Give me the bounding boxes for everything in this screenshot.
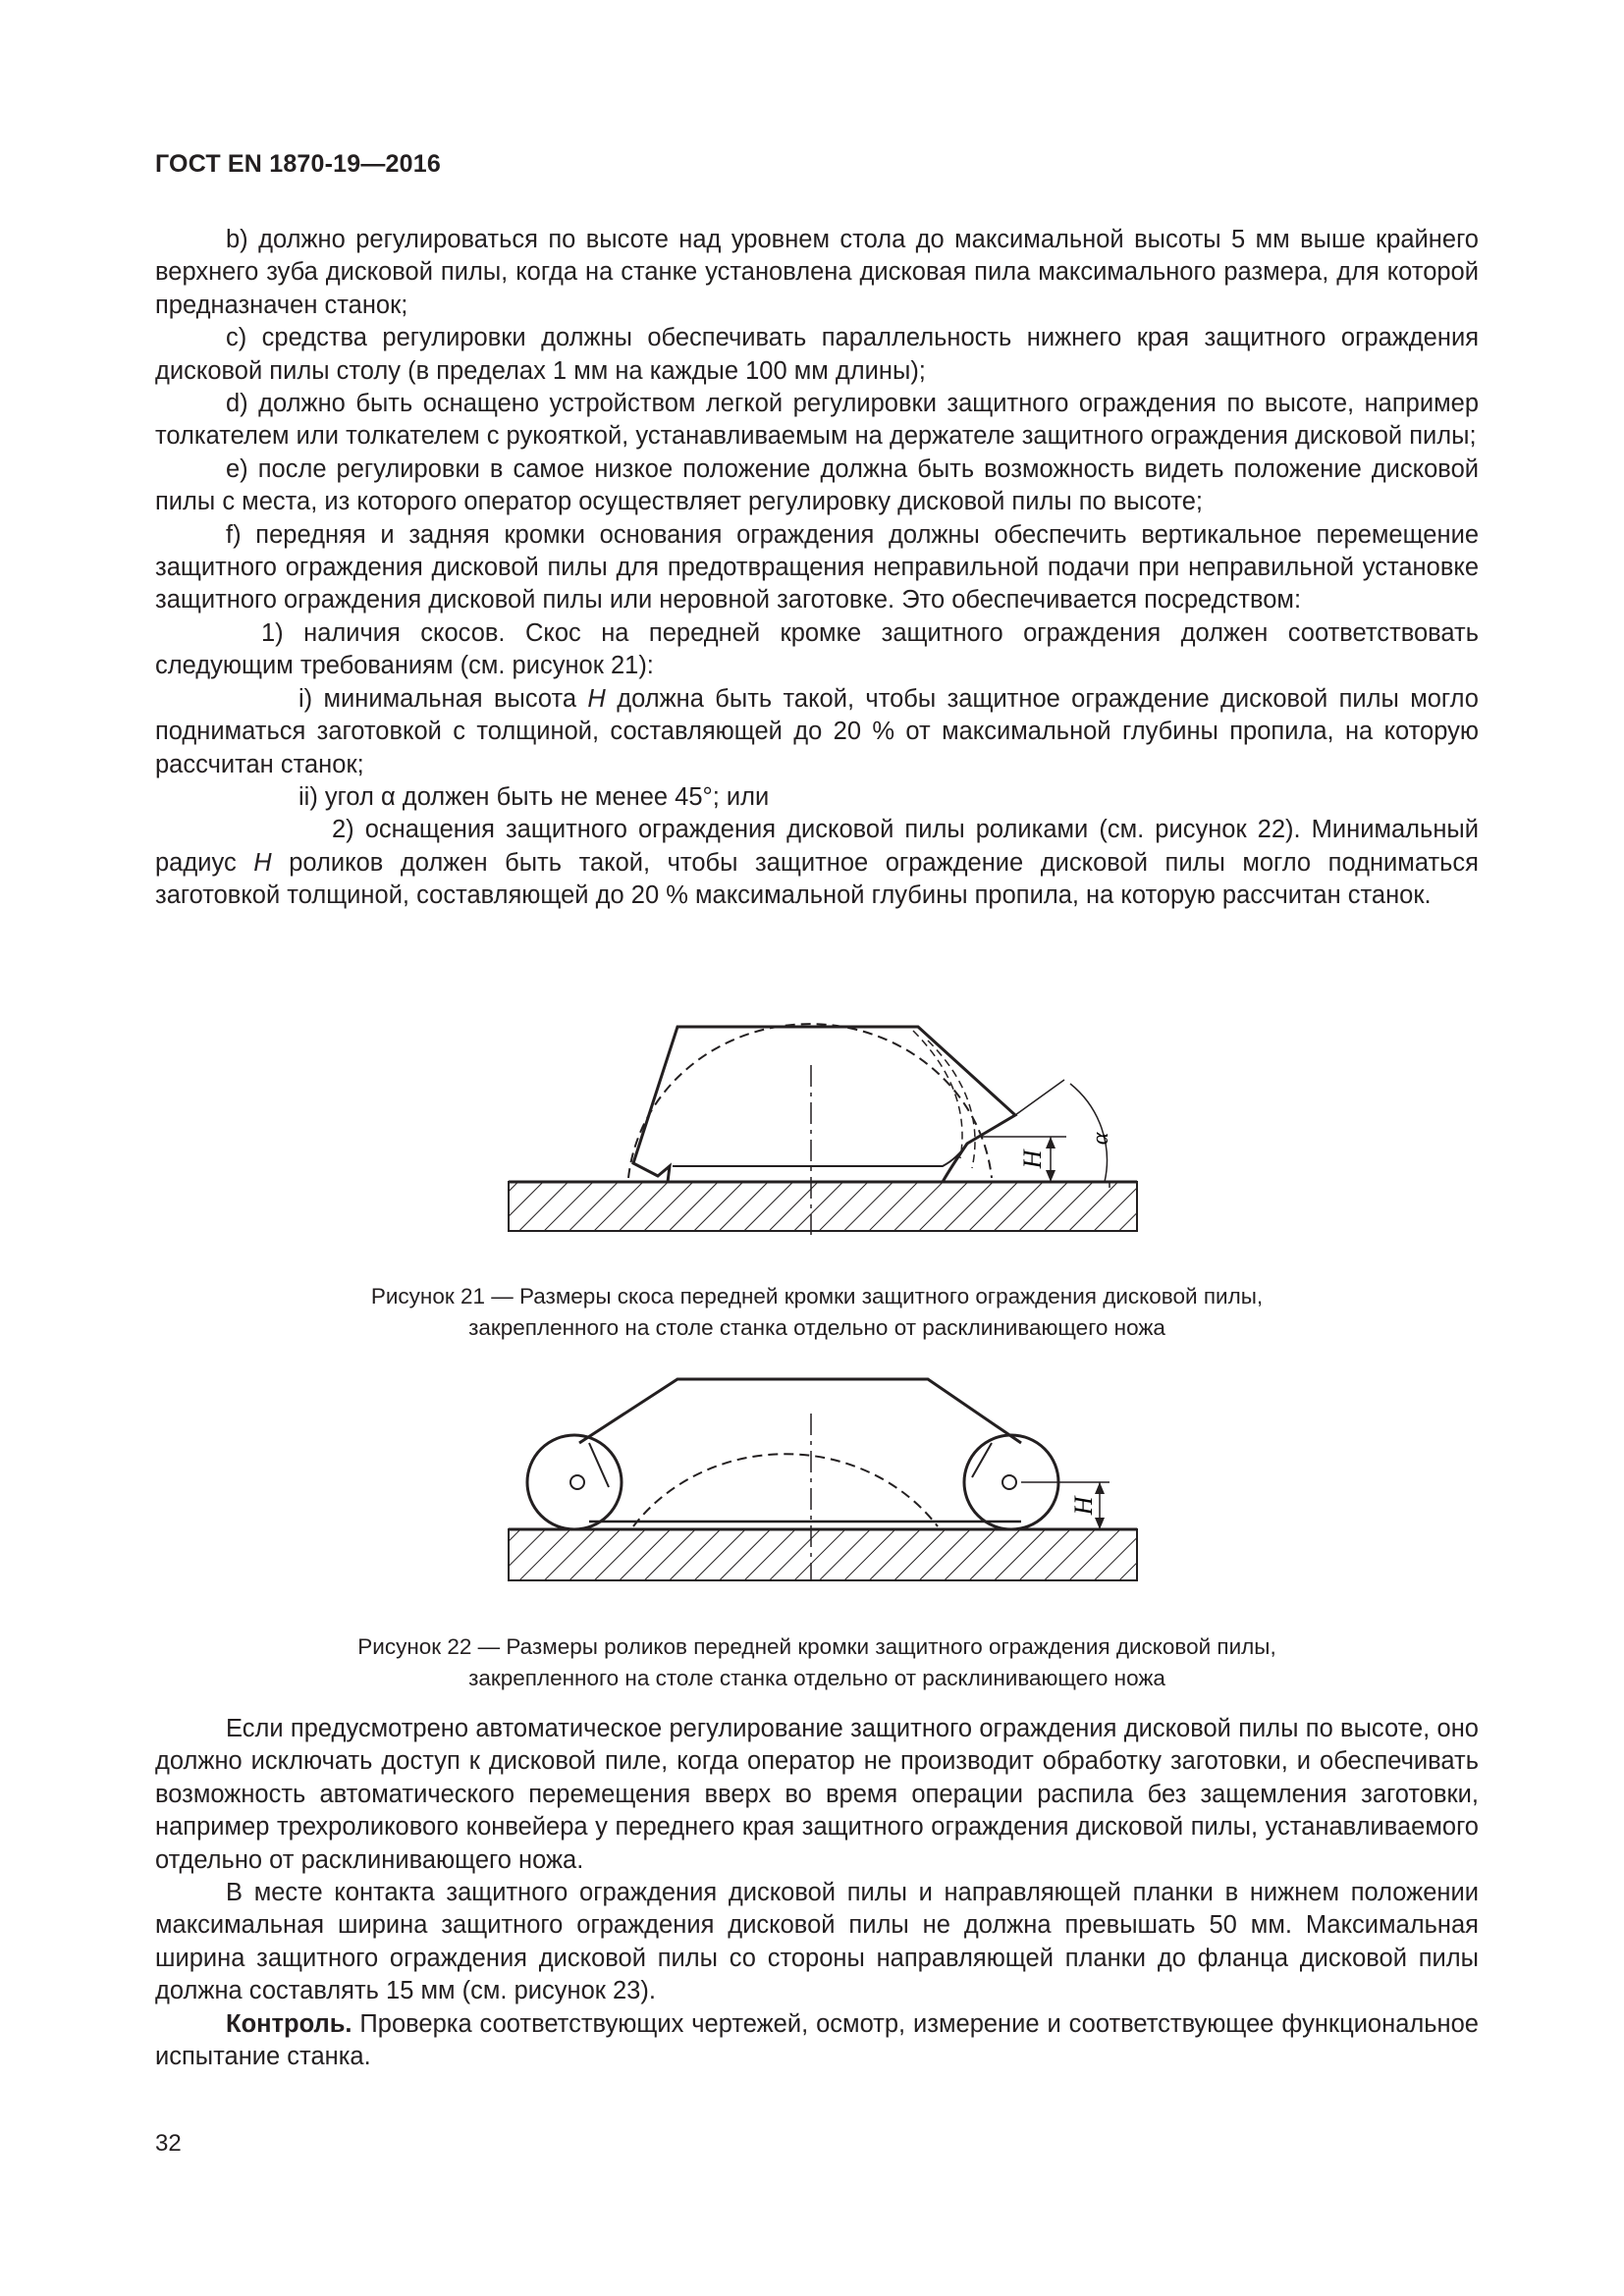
figure-22-caption: Рисунок 22 — Размеры роликов передней кромки защитного ограждения дисковой пилы, закрепленного на столе станка отдельно от расклинивающего ножа <box>357 1634 1276 1690</box>
paragraph-auto-adjust: Если предусмотрено автоматическое регулирование защитного ограждения дисковой пилы по высоте, оно должно исключать доступ к дисковой пиле, когда оператор не производит обработку заготовки, и обеспечивать возможность автоматического перемещения вверх во время операции распила без защемления заготовки, например трехроликового конвейера у переднего края защитного ограждения дисковой пилы, устанавливаемого отдельно от расклинивающего ножа. <box>155 1715 1479 1874</box>
paragraph-control: Контроль. Проверка соответствующих чертежей, осмотр, измерение и соответствующее функциональное испытание станка. <box>155 2009 1479 2071</box>
saw-blade-dashed <box>628 1024 992 1178</box>
paragraph-item-2: 2) оснащения защитного ограждения дисковой пилы роликами (см. рисунок 22). Минимальный радиус H роликов должен быть такой, чтобы защитное ограждение дисковой пилы могло подниматься заготовкой толщиной, составляющей до 20 % максимальной глубины пропила, на которую рассчитан станок. <box>155 816 1479 910</box>
paragraph-item-ii: ii) угол α должен быть не менее 45°; или <box>298 782 770 811</box>
label-h-fig21: H <box>1018 1149 1047 1169</box>
label-alpha-fig21: α <box>1088 1132 1113 1146</box>
paragraph-item-1: 1) наличия скосов. Скос на передней кромке защитного ограждения должен соответствовать следующим требованиям (см. рисунок 21): <box>155 618 1479 680</box>
paragraph-item-b: b) должно регулироваться по высоте над уровнем стола до максимальной высоты 5 мм выше крайнего верхнего зуба дисковой пилы, когда на станке установлена дисковая пила максимального размера, для которой предназначен станок; <box>155 226 1479 319</box>
figure-21-drawing <box>0 1011 1624 1247</box>
saw-blade-dashed-fig22 <box>633 1454 938 1526</box>
label-h-fig22: H <box>1069 1496 1098 1516</box>
paragraph-item-d: d) должно быть оснащено устройством легкой регулировки защитного ограждения по высоте, например толкателем или толкателем с рукояткой, устанавливаемым на держателе защитного ограждения дисковой пилы; <box>155 390 1479 451</box>
text-block-bottom <box>155 1713 1479 2073</box>
control-label: Контроль. <box>226 2009 352 2038</box>
paragraph-item-i: i) минимальная высота H должна быть такой, чтобы защитное ограждение дисковой пилы могло подниматься заготовкой с толщиной, составляющей до 20 % от максимальной глубины пропила, на которую рассчитан станок; <box>155 684 1479 778</box>
guard-outline <box>633 1027 1015 1182</box>
figure-22-drawing <box>0 1364 1624 1600</box>
table-hatching-fig22 <box>509 1529 1137 1580</box>
text-block-top <box>155 224 1479 913</box>
paragraph-item-e: e) после регулировки в самое низкое положение должна быть возможность видеть положение дисковой пилы с места, из которого оператор осуществляет регулировку дисковой пилы по высоте; <box>155 454 1479 516</box>
figure-21-caption: Рисунок 21 — Размеры скоса передней кромки защитного ограждения дисковой пилы, закрепленного на столе станка отдельно от расклинивающего ножа <box>370 1284 1264 1340</box>
document-header: ГОСТ EN 1870-19—2016 <box>155 150 441 178</box>
paragraph-item-f: f) передняя и задняя кромки основания ограждения должны обеспечить вертикальное перемещение защитного ограждения дисковой пилы для предотвращения неправильной подачи при неправильной установке защитного ограждения дисковой пилы или неровной заготовке. Это обеспечивается посредством: <box>155 520 1479 614</box>
table-hatching <box>509 1182 1137 1231</box>
guard-top-fig22 <box>579 1379 1021 1443</box>
paragraph-item-c: c) средства регулировки должны обеспечивать параллельность нижнего края защитного ограждения дисковой пилы столу (в пределах 1 мм на каждые 100 мм длины); <box>155 324 1479 385</box>
paragraph-max-width: В месте контакта защитного ограждения дисковой пилы и направляющей планки в нижнем положении максимальная ширина защитного ограждения дисковой пилы не должна превышать 50 мм. Максимальная ширина защитного ограждения дисковой пилы со стороны направляющей планки до фланца дисковой пилы должна составлять 15 мм (см. рисунок 23). <box>155 1879 1479 2005</box>
page-number: 32 <box>155 2130 182 2157</box>
